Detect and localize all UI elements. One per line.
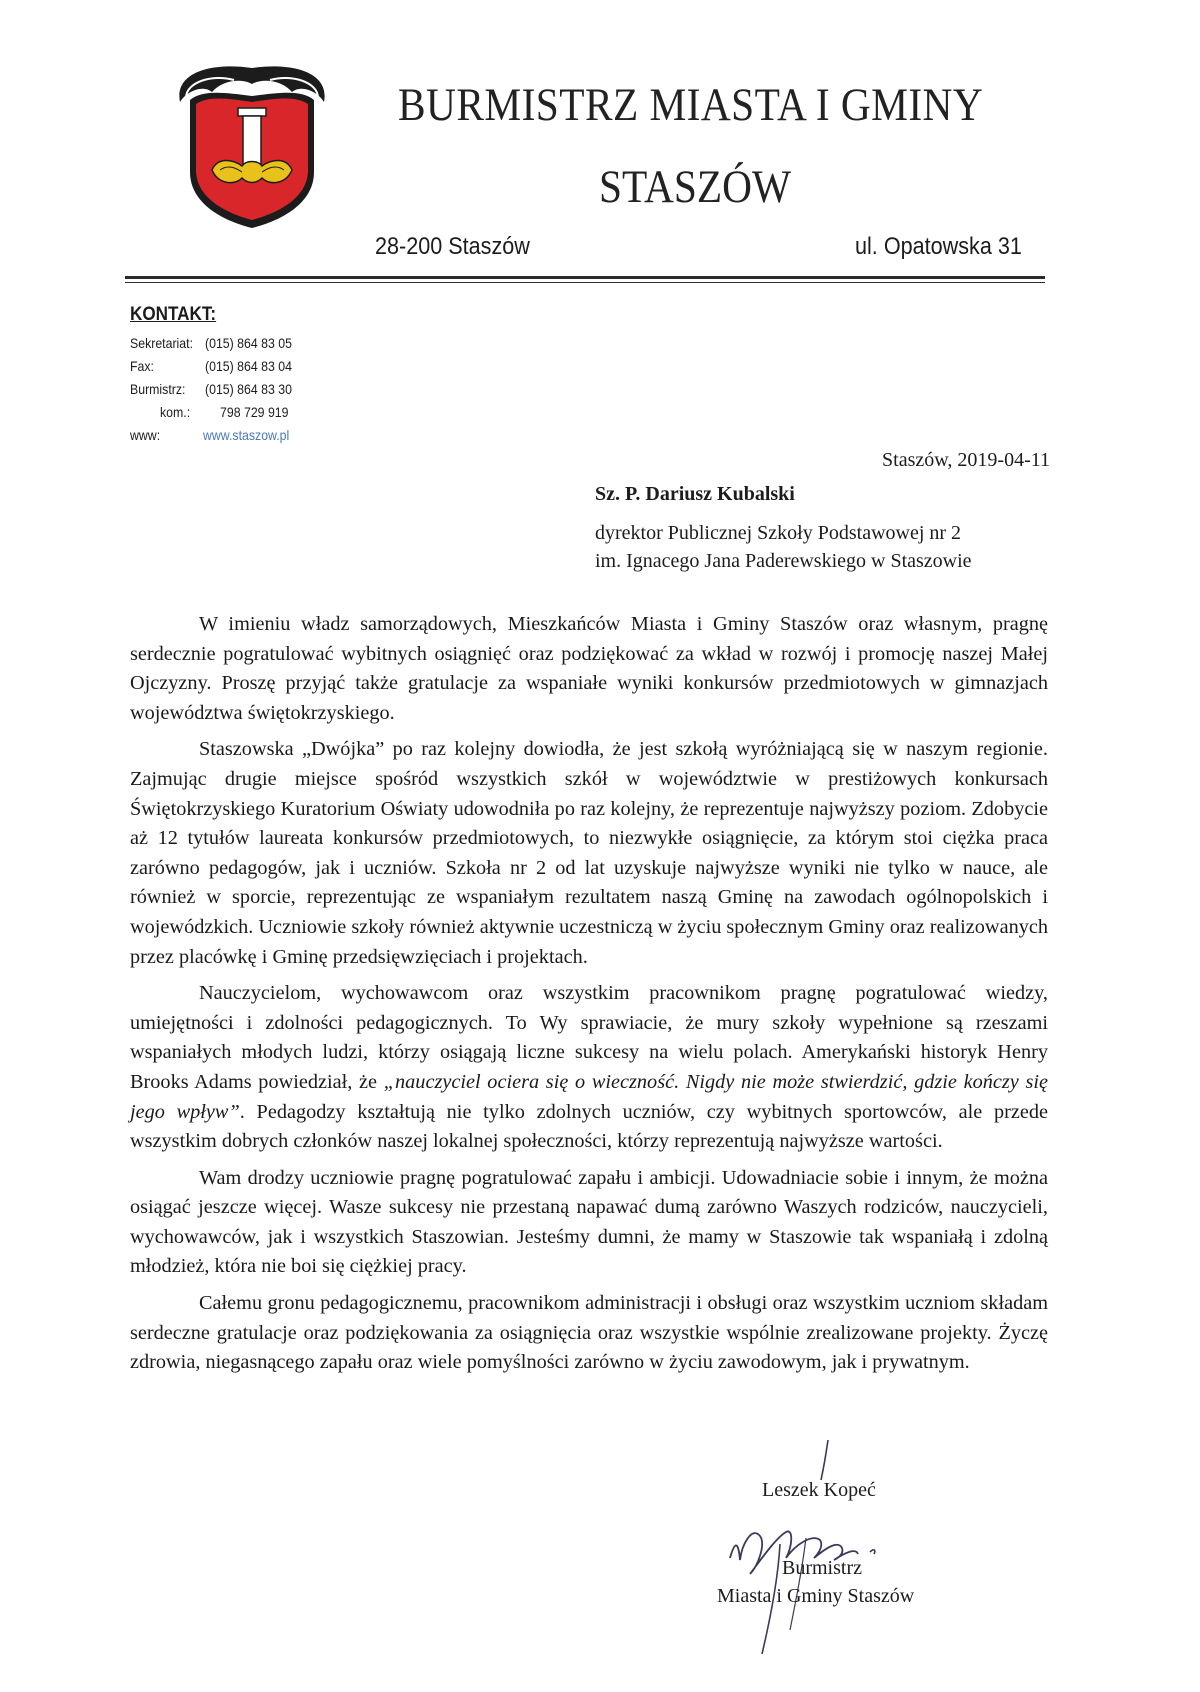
signatory-title-1: Burmistrz [782, 1557, 862, 1579]
contact-block [130, 304, 292, 450]
contact-row-mobile [130, 404, 289, 427]
recipient-name: Sz. P. Dariusz Kubalski [595, 483, 795, 505]
contact-label: Burmistrz: [130, 381, 186, 397]
adams-quote: „nauczyciel ociera się o wieczność. Nigdy nie może stwierdzić, gdzie kończy się jego wpływ” [130, 1070, 1048, 1123]
contact-row-secretariat [130, 335, 292, 358]
contact-value: (015) 864 83 05 [205, 335, 292, 351]
body-paragraph-1: W imieniu władz samorządowych, Mieszkańców Miasta i Gminy Staszów oraz własnym, pragnę serdecznie pogratulować wybitnych osiągnięć oraz podziękować za wkład w rozwój i promocję naszej Małej Ojczyzny. Proszę przyjąć także gratulacje za wspaniałe wyniki konkursów przedmiotowych w gimnazjach województwa świętokrzyskiego. [130, 613, 1048, 724]
letterhead-rule-thin [125, 282, 1045, 283]
recipient-line-2: im. Ignacego Jana Paderewskiego w Staszowie [595, 550, 972, 572]
contact-row-mayor [130, 381, 292, 404]
contact-value: (015) 864 83 04 [205, 358, 292, 374]
letterhead-title-line2: STASZÓW [599, 161, 792, 213]
website-link[interactable]: www.staszow.pl [203, 427, 290, 443]
coat-of-arms-icon [172, 62, 332, 232]
handwritten-signature [720, 1440, 930, 1660]
recipient-line-1: dyrektor Publicznej Szkoły Podstawowej nr 2 [595, 522, 962, 544]
contact-row-fax [130, 358, 292, 381]
contact-title: KONTAKT: [130, 304, 217, 325]
letter-body [130, 610, 1048, 1385]
contact-value: 798 729 919 [220, 404, 289, 420]
letter-date: Staszów, 2019-04-11 [882, 449, 1050, 471]
body-paragraph-4: Wam drodzy uczniowie pragnę pogratulować zapału i ambicji. Udowadniacie sobie i innym, że można osiągać jeszcze więcej. Wasze sukcesy nie przestaną napawać dumą zarówno Waszych rodziców, nauczycieli, wychowawców, jak i wszystkich Staszowian. Jesteśmy dumni, że mamy w Staszowie tak wspaniałą i zdolną młodzież, która nie boi się ciężkiej pracy. [130, 1166, 1048, 1278]
body-paragraph-3-text-a: Nauczycielom, wychowawcom oraz wszystkim pracownikom pragnę pogratulować wiedzy, umiejętności i zdolności pedagogicznych. To Wy sprawiacie, że mury szkoły wypełnione są rzeszami wspaniałych młodych ludzi, którzy osiągają liczne sukcesy na wielu polach. Amerykański historyk Henry Brooks Adams powiedział, że [130, 982, 1048, 1093]
contact-value: (015) 864 83 30 [205, 381, 292, 397]
contact-label: www: [130, 427, 161, 443]
body-paragraph-5: Całemu gronu pedagogicznemu, pracownikom administracji i obsługi oraz wszystkim uczniom składam serdeczne gratulacje oraz podziękowania za osiągnięcia oraz wszystkie wspólnie zrealizowane projekty. Życzę zdrowia, niegasnącego zapału oraz wiele pomyślności zarówno w życiu zawodowym, jak i prywatnym. [130, 1292, 1048, 1374]
body-paragraph-2: Staszowska „Dwójka” po raz kolejny dowiodła, że jest szkołą wyróżniającą się w naszym regionie. Zajmując drugie miejsce spośród wszystkich szkół w województwie w prestiżowych konkursach Świętokrzyskiego Kuratorium Oświaty udowodniła po raz kolejny, że reprezentuje najwyższy poziom. Zdobycie aż 12 tytułów laureata konkursów przedmiotowych, to niezwykłe osiągnięcie, za którym stoi ciężka praca zarówno pedagogów, jak i uczniów. Szkoła nr 2 od lat uzyskuje najwyższe wyniki nie tylko w nauce, ale również w sporcie, reprezentując ze wspaniałym rezultatem naszą Gminę na zawodach ogólnopolskich i wojewódzkich. Uczniowie szkoły również aktywnie uczestniczą w życiu społecznym Gminy oraz realizowanych przez placówkę i Gminę przedsięwzięciach i projektach. [130, 738, 1048, 968]
contact-label: Sekretariat: [130, 335, 194, 351]
signatory-name: Leszek Kopeć [762, 1479, 876, 1501]
body-paragraph-3 [130, 979, 1048, 1157]
contact-label: kom.: [160, 404, 191, 420]
letterhead-title-line1: BURMISTRZ MIASTA I GMINY [398, 79, 984, 131]
letterhead-street: ul. Opatowska 31 [855, 233, 1022, 260]
body-paragraph-3-text-b: . Pedagodzy kształtują nie tylko zdolnych uczniów, czy wybitnych sportowców, ale przede wszystkim dobrych członków naszej lokalnej społeczności, którzy reprezentują najwyższe wartości. [130, 1100, 1048, 1153]
letterhead-rule-thick [125, 276, 1045, 279]
contact-row-www [130, 427, 290, 450]
letterhead-postal: 28-200 Staszów [375, 233, 530, 260]
signatory-title-2: Miasta i Gminy Staszów [717, 1585, 915, 1607]
contact-label: Fax: [130, 358, 154, 374]
